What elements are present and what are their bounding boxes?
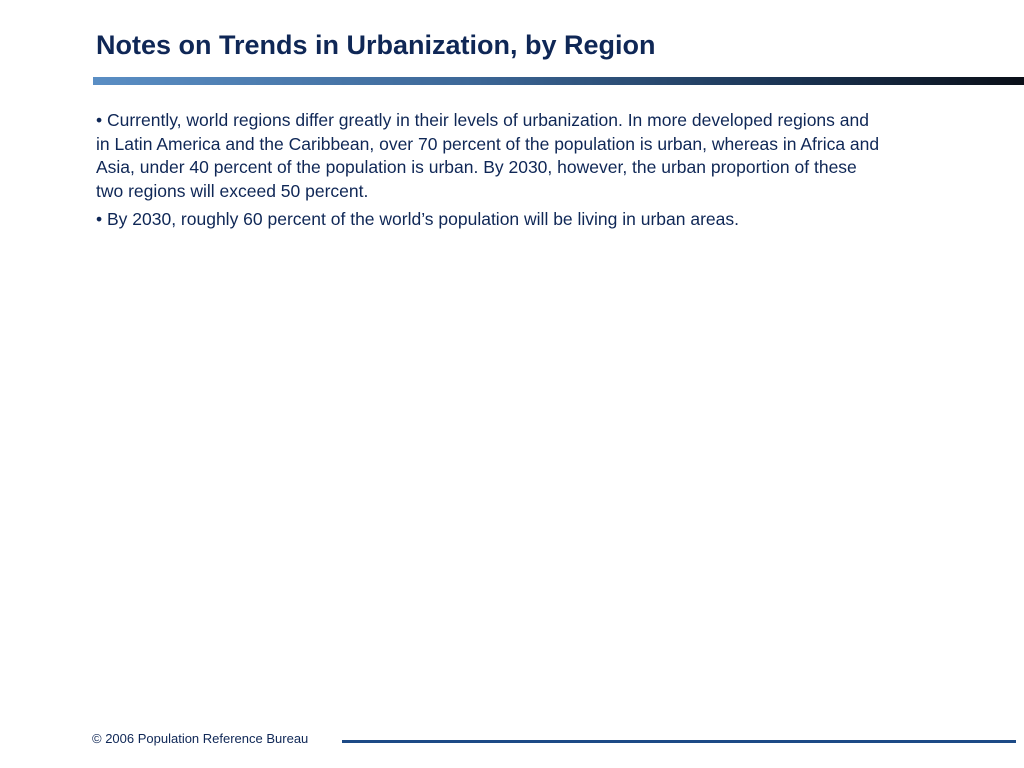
slide-title: Notes on Trends in Urbanization, by Region (96, 30, 656, 60)
slide-body (96, 109, 886, 237)
bullet-point-1: • Currently, world regions differ greatly in their levels of urbanization. In more developed regions and in Latin America and the Caribbean, over 70 percent of the population is urban, whereas in Africa and Asia, under 40 percent of the population is urban. By 2030, however, the urban proportion of these two regions will exceed 50 percent. (96, 110, 880, 201)
copyright-footer: © 2006 Population Reference Bureau (92, 731, 309, 746)
footer-rule (342, 740, 1016, 743)
bullet-point-2: • By 2030, roughly 60 percent of the world’s population will be living in urban areas. (96, 209, 739, 229)
title-underline-bar (93, 77, 1024, 85)
